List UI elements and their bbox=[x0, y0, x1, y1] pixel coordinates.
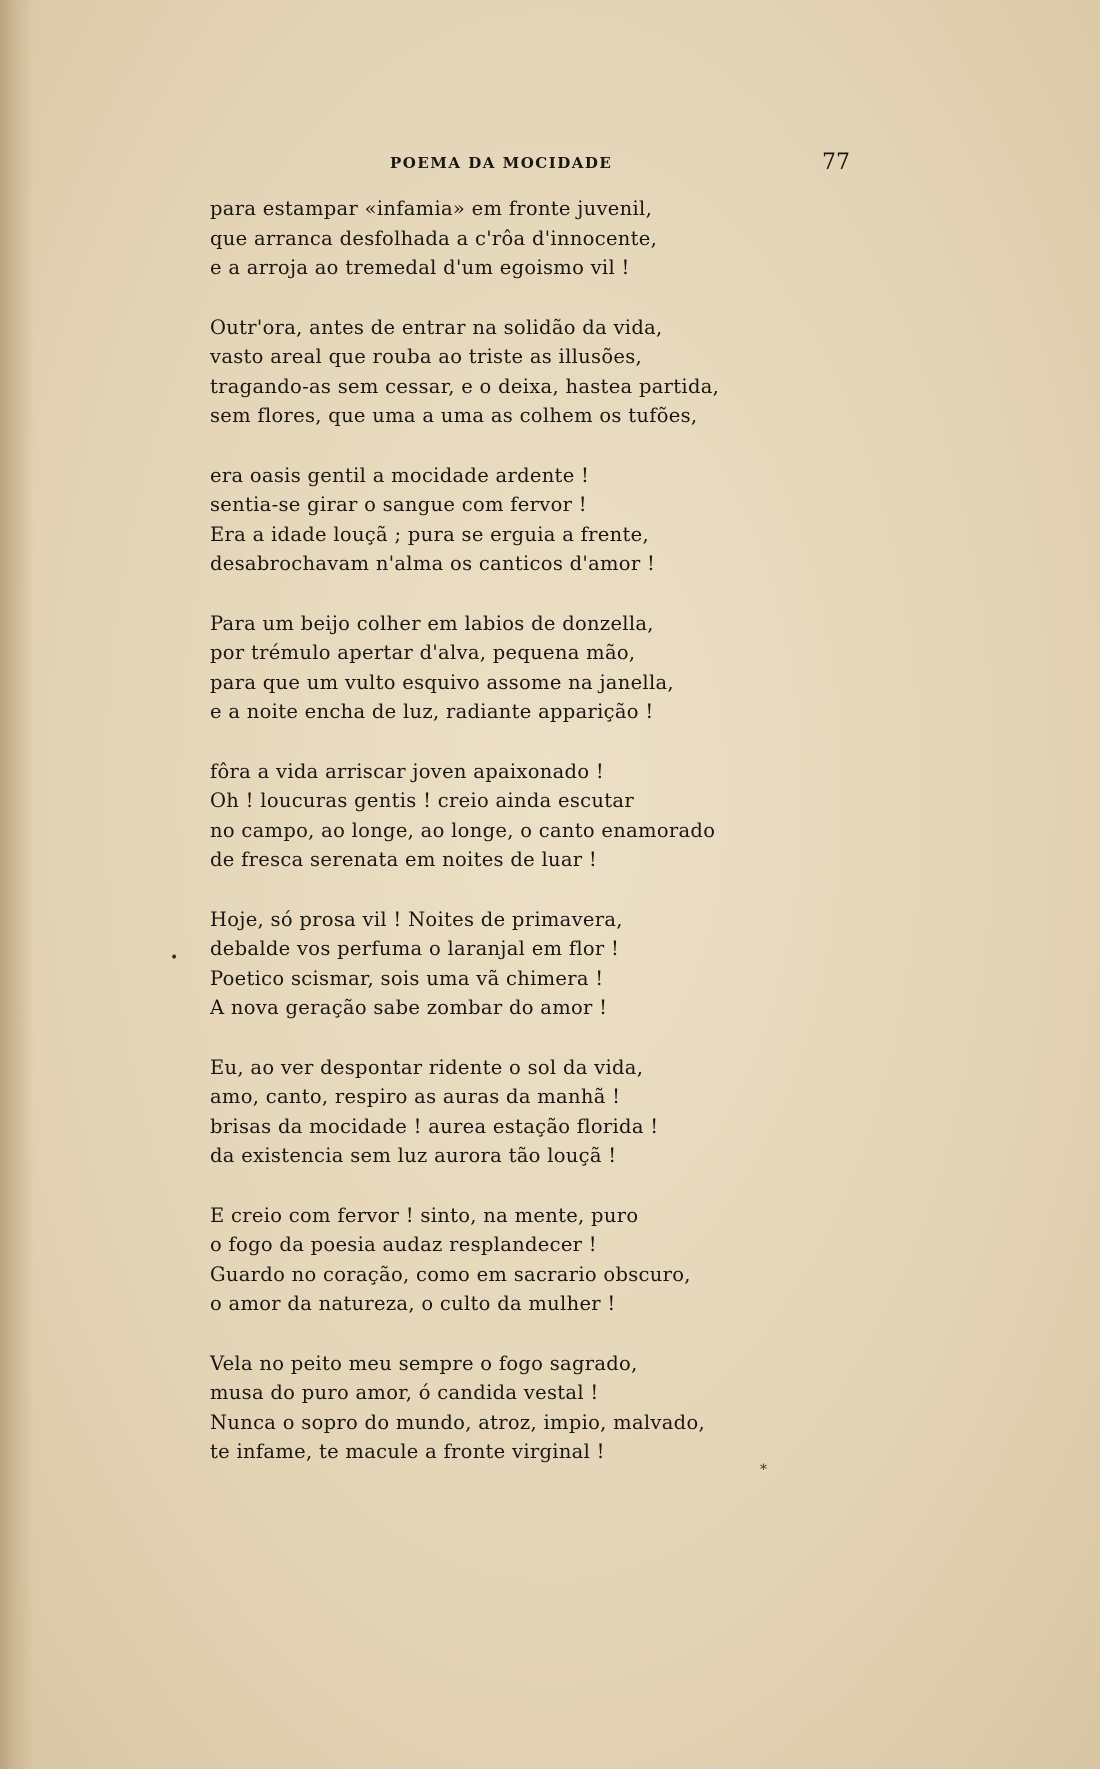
verse-line: sentia-se girar o sangue com fervor ! bbox=[210, 493, 587, 516]
verse-line: e a arroja ao tremedal d'um egoismo vil ! bbox=[210, 256, 630, 279]
verse-line: E creio com fervor ! sinto, na mente, puro bbox=[210, 1203, 639, 1227]
verse-line: Guardo no coração, como em sacrario obscuro, bbox=[210, 1262, 691, 1286]
stanza bbox=[210, 1201, 770, 1319]
stanza bbox=[210, 194, 770, 283]
verse-line: da existencia sem luz aurora tão louçã ! bbox=[210, 1144, 617, 1167]
page-number: 77 bbox=[822, 150, 850, 175]
page-gutter-shadow bbox=[0, 0, 34, 1769]
verse-line: Para um beijo colher em labios de donzella, bbox=[210, 611, 654, 635]
verse-line: era oasis gentil a mocidade ardente ! bbox=[210, 463, 590, 487]
verse-line: vasto areal que rouba ao triste as illusões, bbox=[210, 345, 643, 368]
verse-line: Era a idade louçã ; pura se erguia a frente, bbox=[210, 522, 649, 546]
stanza bbox=[210, 313, 770, 431]
verse-line: o fogo da poesia audaz resplandecer ! bbox=[210, 1233, 597, 1256]
verse-line: para estampar «infamia» em fronte juvenil, bbox=[210, 197, 653, 220]
stanza bbox=[210, 609, 770, 727]
verse-line: Hoje, só prosa vil ! Noites de primavera, bbox=[210, 907, 623, 931]
stanza bbox=[210, 461, 770, 579]
stanza bbox=[210, 1053, 770, 1171]
stanza bbox=[210, 757, 770, 875]
verse-line: Nunca o sopro do mundo, atroz, impio, malvado, bbox=[210, 1410, 705, 1434]
stanza bbox=[210, 905, 770, 1023]
page-header bbox=[0, 150, 1100, 180]
verse-line: te infame, te macule a fronte virginal ! bbox=[210, 1440, 605, 1463]
verse-line: desabrochavam n'alma os canticos d'amor ! bbox=[210, 552, 656, 575]
verse-line: por trémulo apertar d'alva, pequena mão, bbox=[210, 641, 636, 664]
print-speck-dot: • bbox=[170, 950, 179, 966]
verse-line: Eu, ao ver despontar ridente o sol da vida, bbox=[210, 1055, 644, 1079]
verse-line: Poetico scismar, sois uma vã chimera ! bbox=[210, 966, 604, 990]
verse-line: de fresca serenata em noites de luar ! bbox=[210, 848, 598, 871]
verse-line: para que um vulto esquivo assome na janella, bbox=[210, 670, 674, 694]
verse-line: A nova geração sabe zombar do amor ! bbox=[210, 996, 608, 1019]
verse-line: brisas da mocidade ! aurea estação florida ! bbox=[210, 1114, 659, 1138]
verse-line: Outr'ora, antes de entrar na solidão da vida, bbox=[210, 315, 663, 339]
verse-line: o amor da natureza, o culto da mulher ! bbox=[210, 1292, 616, 1315]
stanza bbox=[210, 1349, 770, 1467]
verse-line: debalde vos perfuma o laranjal em flor ! bbox=[210, 937, 620, 960]
verse-line: Oh ! loucuras gentis ! creio ainda escutar bbox=[210, 789, 634, 812]
running-title: POEMA DA MOCIDADE bbox=[390, 154, 613, 172]
verse-line: sem flores, que uma a uma as colhem os tufões, bbox=[210, 404, 698, 427]
verse-line: que arranca desfolhada a c'rôa d'innocente, bbox=[210, 226, 658, 250]
verse-line: Vela no peito meu sempre o fogo sagrado, bbox=[210, 1351, 638, 1375]
poem-body bbox=[210, 194, 770, 1497]
verse-line: amo, canto, respiro as auras da manhã ! bbox=[210, 1085, 621, 1108]
verse-line: musa do puro amor, ó candida vestal ! bbox=[210, 1381, 599, 1404]
verse-line: e a noite encha de luz, radiante apparição ! bbox=[210, 700, 654, 723]
print-speck-mark: * bbox=[760, 1462, 767, 1478]
verse-line: tragando-as sem cessar, e o deixa, hastea partida, bbox=[210, 374, 720, 398]
verse-line: fôra a vida arriscar joven apaixonado ! bbox=[210, 759, 605, 783]
verse-line: no campo, ao longe, ao longe, o canto enamorado bbox=[210, 818, 716, 842]
